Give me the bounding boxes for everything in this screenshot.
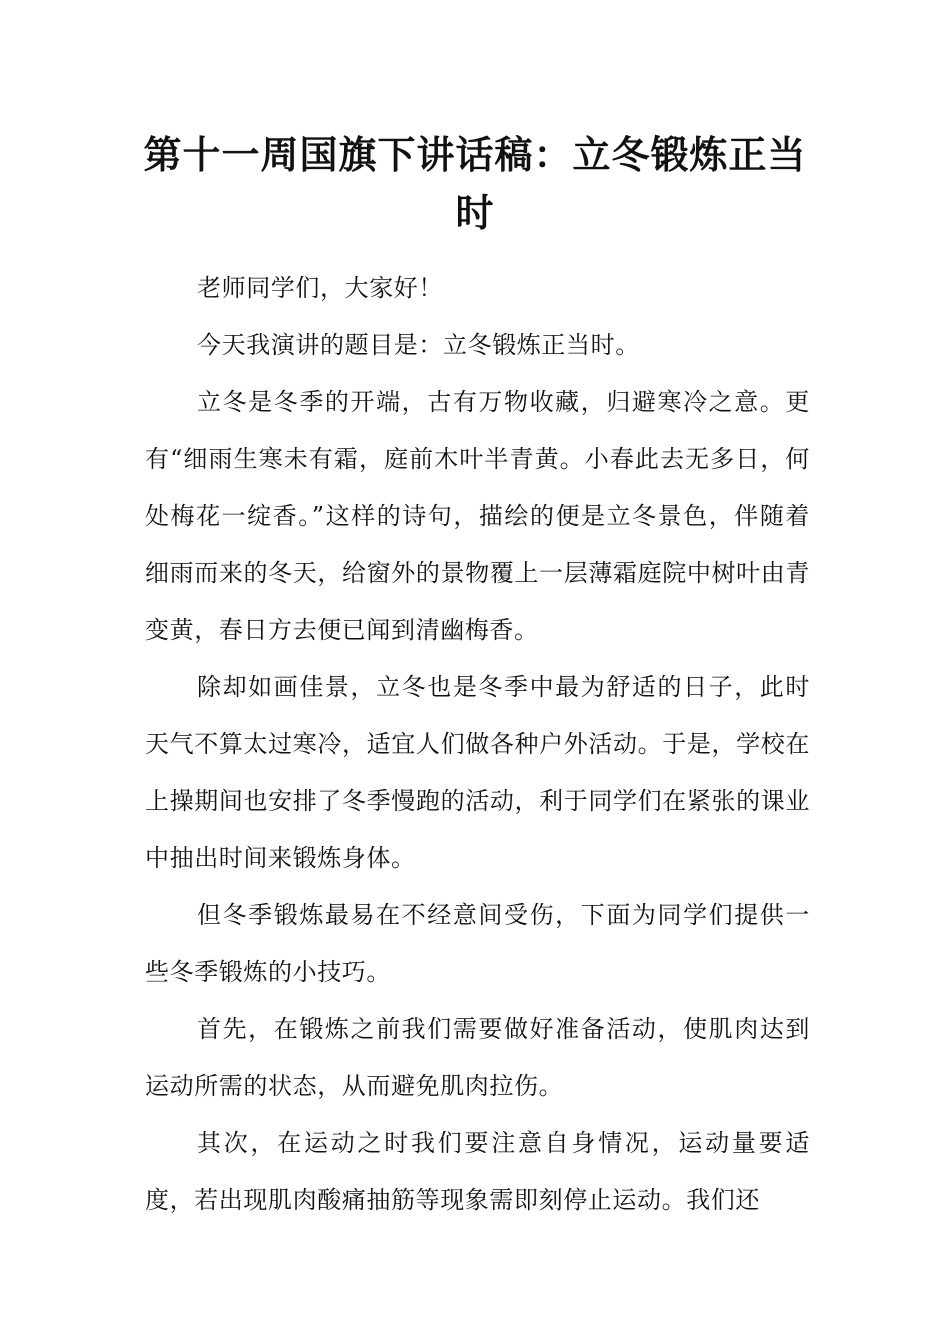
paragraph-topic: 今天我演讲的题目是：立冬锻炼正当时。 [197,331,640,359]
paragraph-tip-second: 其次，在运动之时我们要注意自身情况，运动量要适度，若出现肌肉酸痛抽筋等现象需即刻停止运动。我们还 [145,1129,810,1214]
paragraph-activity: 除却如画佳景，立冬也是冬季中最为舒适的日子，此时天气不算太过寒冷，适宜人们做各种户外活动。于是，学校在上操期间也安排了冬季慢跑的活动，利于同学们在紧张的课业中抽出时间来锻炼身体。 [145,673,810,872]
document-title: 第十一周国旗下讲话稿：立冬锻炼正当时 [143,133,807,235]
document-body [145,260,810,1229]
paragraph-greeting: 老师同学们，大家好！ [197,274,443,302]
paragraph-tip-first: 首先，在锻炼之前我们需要做好准备活动，使肌肉达到运动所需的状态，从而避免肌肉拉伤。 [145,1015,810,1100]
paragraph-winter-scene: 立冬是冬季的开端，古有万物收藏，归避寒冷之意。更有“细雨生寒未有霜，庭前木叶半青黄。小春此去无多日，何处梅花一绽香。”这样的诗句，描绘的便是立冬景色，伴随着细雨而来的冬天，给窗外的景物覆上一层薄霜庭院中树叶由青变黄，春日方去便已闻到清幽梅香。 [145,388,810,644]
paragraph-tips-intro: 但冬季锻炼最易在不经意间受伤，下面为同学们提供一些冬季锻炼的小技巧。 [145,901,810,986]
